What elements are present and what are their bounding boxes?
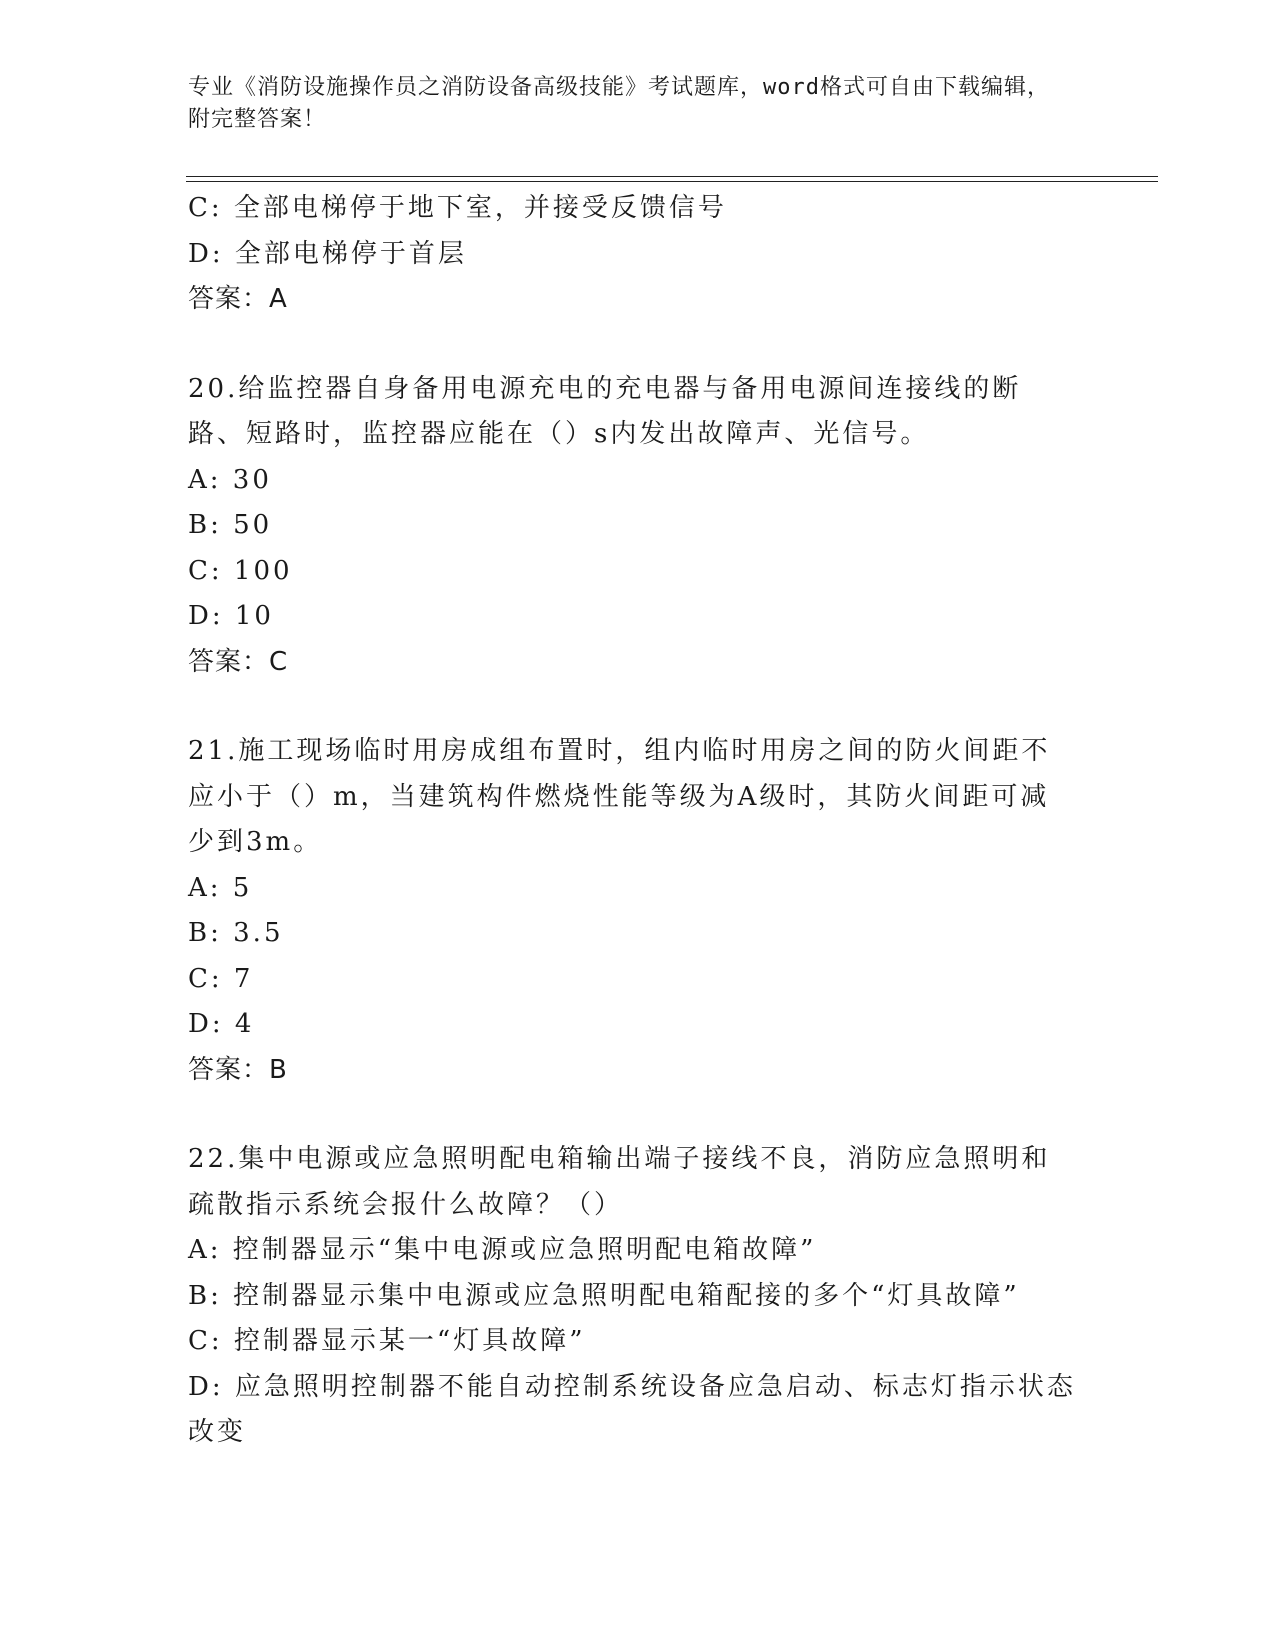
option-c: C: 控制器显示某一“灯具故障”: [188, 1326, 586, 1356]
option-d: D: 应急照明控制器不能自动控制系统设备应急启动、标志灯指示状态改变: [188, 1371, 1076, 1447]
option-d: D: 全部电梯停于首层: [188, 238, 467, 269]
option-b: B: 3.5: [188, 918, 284, 948]
option-c: C: 100: [188, 555, 293, 586]
answer-line: 答案：A: [188, 284, 288, 314]
question-20: [188, 367, 1078, 686]
document-body: [188, 186, 1078, 1456]
option-c: C: 7: [188, 963, 254, 994]
option-b: B: 50: [188, 510, 273, 540]
page-header: 专业《消防设施操作员之消防设备高级技能》考试题库，word格式可自由下载编辑，附完整答案！: [188, 75, 1050, 132]
header-rule-top: [186, 176, 1158, 177]
header-rule-bottom: [186, 181, 1158, 182]
answer-line: 答案：B: [188, 1054, 288, 1085]
question-text: 21.施工现场临时用房成组布置时，组内临时用房之间的防火间距不应小于（）m，当建筑构件燃烧性能等级为A级时，其防火间距可减少到3m。: [188, 736, 1051, 857]
question-21: [188, 729, 1078, 1093]
option-a: A: 5: [188, 872, 253, 903]
question-text: 20.给监控器自身备用电源充电的充电器与备用电源间连接线的断路、短路时，监控器应能在（）s内发出故障声、光信号。: [188, 373, 1022, 449]
answer-line: 答案：C: [188, 646, 289, 677]
previous-question-tail: [188, 186, 1078, 323]
option-d: D: 10: [188, 601, 274, 631]
question-22: [188, 1137, 1078, 1456]
option-c: C: 全部电梯停于地下室，并接受反馈信号: [188, 193, 727, 223]
option-b: B: 控制器显示集中电源或应急照明配电箱配接的多个“灯具故障”: [188, 1280, 1020, 1311]
option-d: D: 4: [188, 1009, 255, 1039]
question-text: 22.集中电源或应急照明配电箱输出端子接线不良，消防应急照明和疏散指示系统会报什么故障？（）: [188, 1144, 1051, 1220]
option-a: A: 控制器显示“集中电源或应急照明配电箱故障”: [188, 1235, 817, 1265]
option-a: A: 30: [188, 464, 272, 495]
